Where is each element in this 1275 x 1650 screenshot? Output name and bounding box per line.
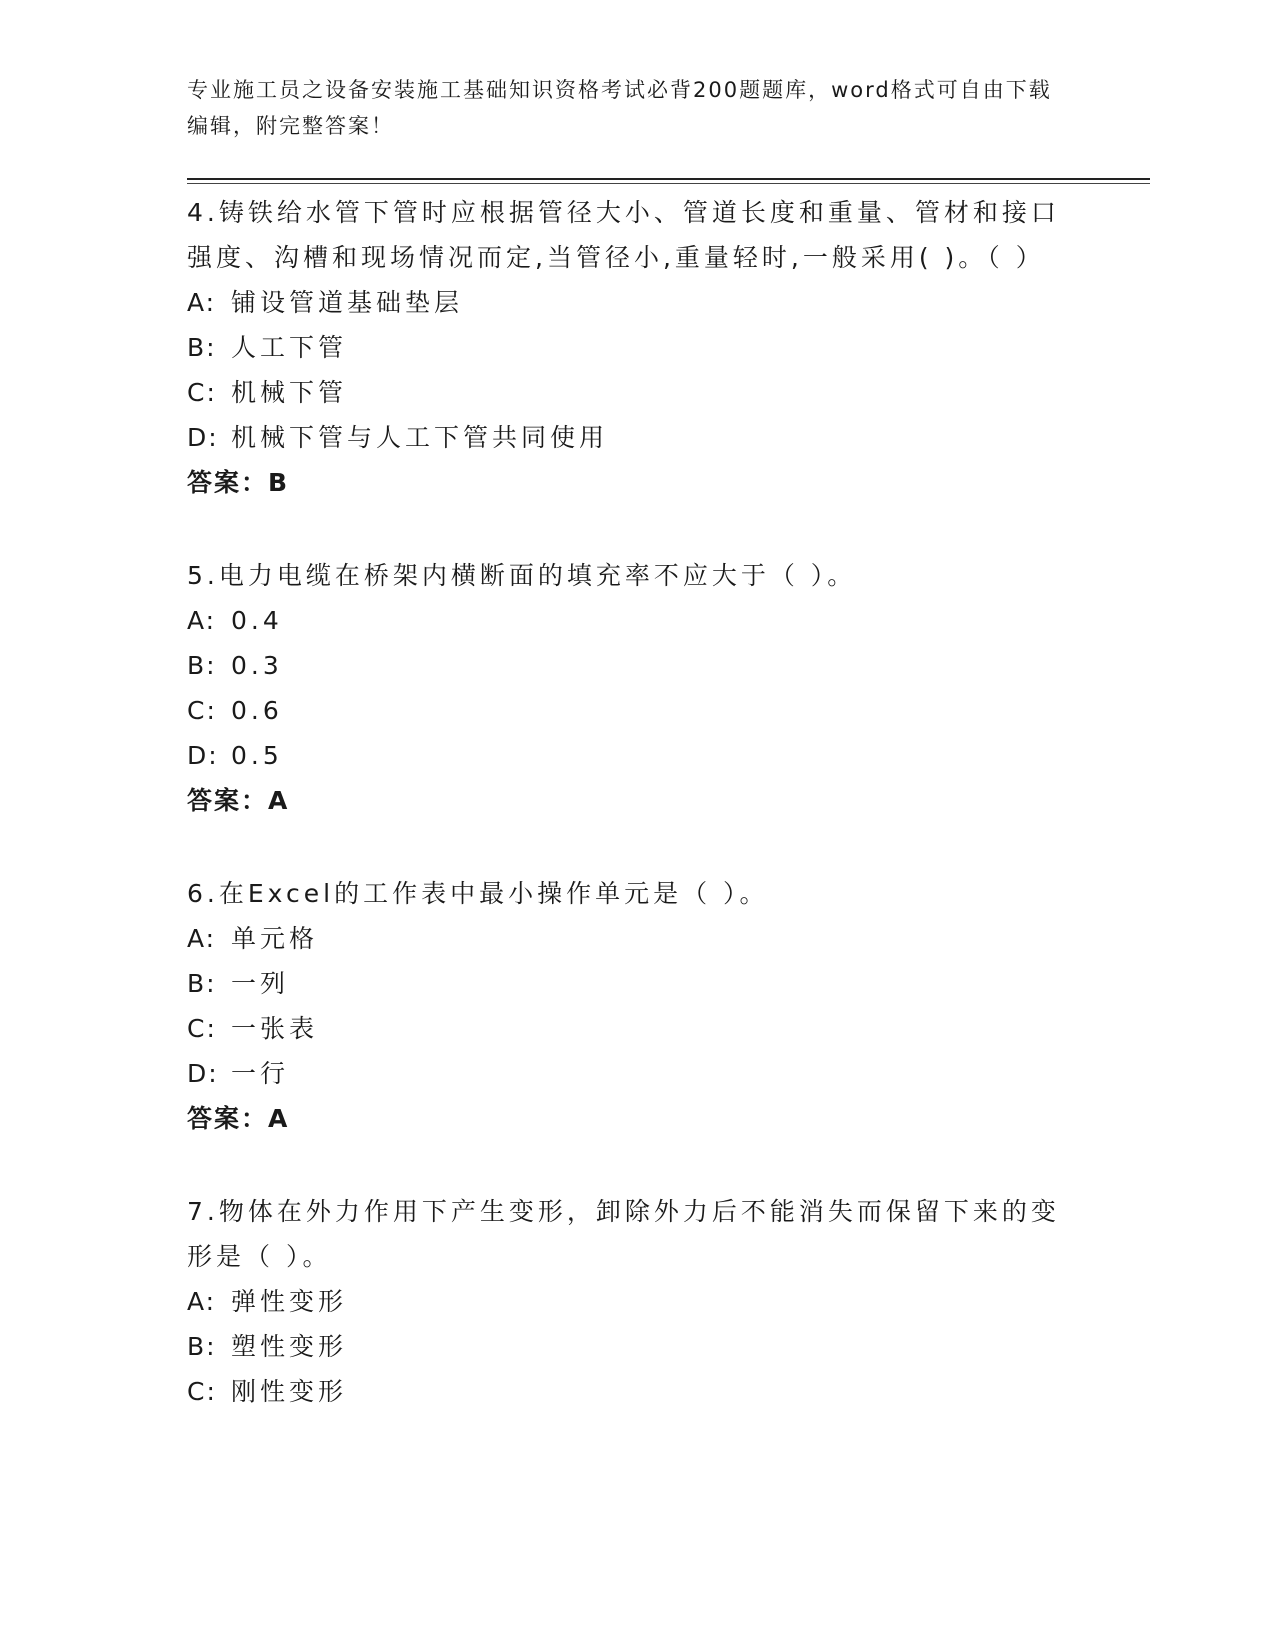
- option-text: 铺设管道基础垫层: [231, 288, 464, 317]
- option-letter: A:: [187, 1287, 217, 1316]
- option-d: [187, 1051, 1067, 1096]
- answer-line: 答案：A: [187, 1104, 290, 1133]
- option-a: [187, 1279, 1067, 1324]
- option-letter: C:: [187, 378, 217, 407]
- document-header: 专业施工员之设备安装施工基础知识资格考试必背200题题库，word格式可自由下载编辑，附完整答案！: [187, 78, 1052, 138]
- option-text: 塑性变形: [231, 1332, 348, 1361]
- header-divider-thick: [187, 178, 1150, 180]
- option-b: [187, 1324, 1067, 1369]
- option-text: 机械下管与人工下管共同使用: [231, 423, 609, 452]
- option-text: 一行: [231, 1059, 290, 1088]
- answer-line: 答案：A: [187, 786, 290, 815]
- option-text: 单元格: [231, 924, 319, 953]
- option-c: [187, 1006, 1067, 1051]
- question-stem: 4.铸铁给水管下管时应根据管径大小、管道长度和重量、管材和接口强度、沟槽和现场情况而定,当管径小,重量轻时,一般采用( )。（ ）: [187, 198, 1060, 272]
- option-text: 人工下管: [231, 333, 348, 362]
- option-letter: B:: [187, 651, 217, 680]
- option-a: [187, 280, 1067, 325]
- option-letter: C:: [187, 1014, 217, 1043]
- option-c: [187, 370, 1067, 415]
- option-letter: B:: [187, 333, 217, 362]
- question-stem: 7.物体在外力作用下产生变形，卸除外力后不能消失而保留下来的变形是（ ）。: [187, 1197, 1060, 1271]
- option-a: [187, 598, 1067, 643]
- option-letter: A:: [187, 606, 217, 635]
- question-7: [187, 1189, 1067, 1414]
- option-text: 0.4: [231, 606, 283, 635]
- question-stem: 5.电力电缆在桥架内横断面的填充率不应大于（ ）。: [187, 561, 857, 590]
- option-text: 0.3: [231, 651, 283, 680]
- option-d: [187, 415, 1067, 460]
- answer-line: 答案：B: [187, 468, 290, 497]
- option-letter: A:: [187, 924, 217, 953]
- option-b: [187, 325, 1067, 370]
- question-list: [187, 190, 1067, 1462]
- option-letter: B:: [187, 1332, 217, 1361]
- option-letter: C:: [187, 696, 217, 725]
- question-4: [187, 190, 1067, 505]
- header-divider-thin: [187, 183, 1150, 184]
- option-letter: A:: [187, 288, 217, 317]
- option-text: 0.6: [231, 696, 283, 725]
- option-b: [187, 643, 1067, 688]
- option-text: 一张表: [231, 1014, 319, 1043]
- option-c: [187, 688, 1067, 733]
- option-text: 机械下管: [231, 378, 348, 407]
- option-letter: D:: [187, 423, 219, 452]
- option-text: 0.5: [231, 741, 283, 770]
- option-letter: D:: [187, 1059, 219, 1088]
- option-letter: D:: [187, 741, 219, 770]
- option-text: 一列: [231, 969, 290, 998]
- option-d: [187, 733, 1067, 778]
- option-a: [187, 916, 1067, 961]
- option-b: [187, 961, 1067, 1006]
- option-text: 刚性变形: [231, 1377, 348, 1406]
- option-letter: B:: [187, 969, 217, 998]
- option-letter: C:: [187, 1377, 217, 1406]
- question-6: [187, 871, 1067, 1141]
- question-stem: 6.在Excel的工作表中最小操作单元是（ ）。: [187, 879, 769, 908]
- option-c: [187, 1369, 1067, 1414]
- question-5: [187, 553, 1067, 823]
- option-text: 弹性变形: [231, 1287, 348, 1316]
